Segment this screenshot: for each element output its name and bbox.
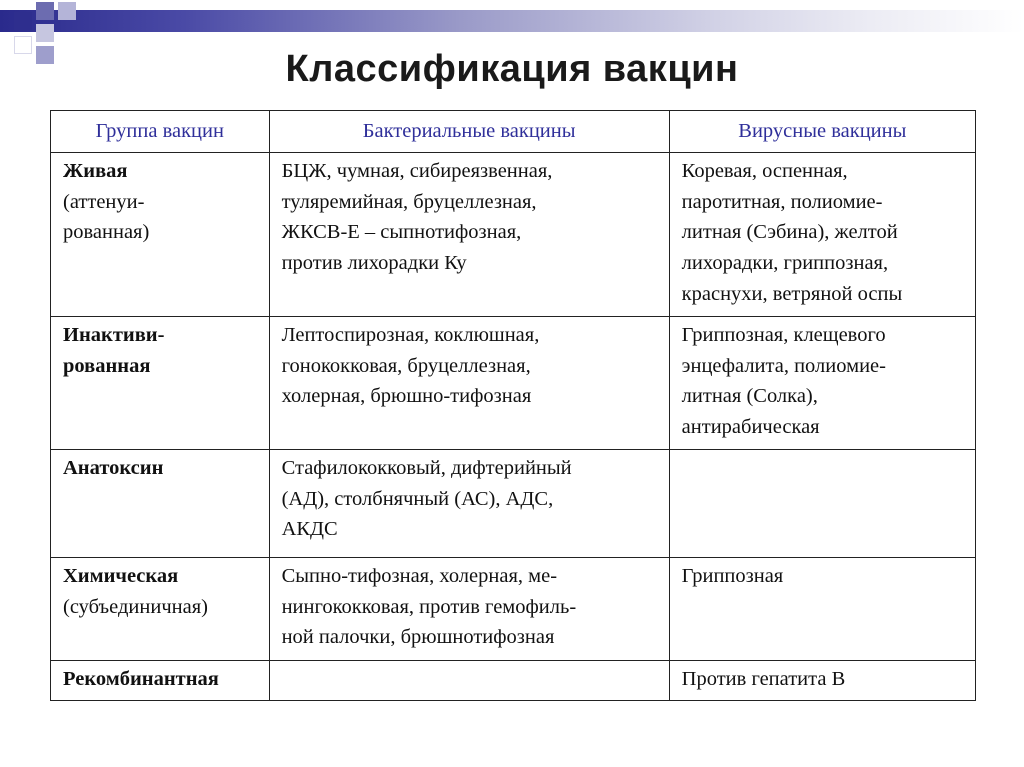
group-name-line: рованная [63, 354, 151, 377]
viral-line: литная (Сэбина), желтой [681, 221, 898, 244]
bacterial-line: ной палочки, брюшнотифозная [281, 626, 555, 649]
bacterial-line: Сыпно-тифозная, холерная, ме- [281, 564, 558, 587]
page-title: Классификация вакцин [285, 48, 739, 90]
bacterial-line: АКДС [281, 518, 338, 541]
bacterial-cell [269, 152, 669, 316]
bacterial-line: Стафилококковый, дифтерийный [281, 456, 572, 479]
bacterial-line: БЦЖ, чумная, сибиреязвенная, [281, 159, 553, 182]
table-row [51, 152, 976, 316]
viral-line: литная (Солка), [681, 385, 818, 408]
viral-cell [669, 152, 975, 316]
table-row [51, 660, 976, 700]
table-row [51, 557, 976, 660]
viral-cell [669, 449, 975, 557]
bacterial-line: холерная, брюшно-тифозная [281, 385, 532, 408]
group-name: Рекомбинантная [63, 667, 219, 690]
group-name-line: Инактиви- [63, 323, 165, 346]
decor-square [36, 2, 54, 20]
viral-line: краснухи, ветряной оспы [681, 282, 903, 305]
viral-cell [669, 316, 975, 449]
bacterial-line: Лептоспирозная, коклюшная, [281, 323, 540, 346]
bacterial-line: нингококковая, против гемофиль- [281, 595, 577, 618]
bacterial-cell [269, 316, 669, 449]
group-cell [51, 152, 270, 316]
header-viral: Вирусные вакцины [669, 111, 975, 153]
viral-line: Гриппозная, клещевого [681, 323, 886, 346]
group-cell [51, 316, 270, 449]
decor-square [14, 12, 32, 30]
bacterial-line: туляремийная, бруцеллезная, [281, 190, 537, 213]
viral-cell [669, 557, 975, 660]
group-subtitle-line: (аттенуи- [63, 190, 145, 213]
viral-cell [669, 660, 975, 700]
group-name: Живая [63, 159, 128, 182]
group-subtitle-line: (субъединичная) [63, 595, 208, 618]
group-name: Химическая [63, 564, 179, 587]
viral-line: Гриппозная [681, 564, 784, 587]
group-cell [51, 660, 270, 700]
table-row [51, 449, 976, 557]
bacterial-line: против лихорадки Ку [281, 252, 467, 274]
group-cell [51, 449, 270, 557]
group-subtitle-line: рованная) [63, 221, 150, 244]
viral-line: паротитная, полиомие- [681, 190, 883, 213]
vaccine-classification-table [50, 110, 976, 701]
bacterial-cell [269, 449, 669, 557]
header-group: Группа вакцин [51, 111, 270, 153]
viral-line: Против гепатита В [681, 667, 846, 690]
bacterial-cell [269, 557, 669, 660]
table-row [51, 316, 976, 449]
decor-square [36, 24, 54, 42]
header-bacterial: Бактериальные вакцины [269, 111, 669, 153]
bacterial-line: ЖКСВ-Е – сыпнотифозная, [281, 221, 522, 244]
group-cell [51, 557, 270, 660]
viral-line: антирабическая [681, 416, 820, 438]
group-name: Анатоксин [63, 456, 164, 479]
viral-line: лихорадки, гриппозная, [681, 252, 889, 274]
header-gradient-bar [0, 10, 1024, 32]
table-header-row [51, 111, 976, 153]
viral-line: энцефалита, полиомие- [681, 354, 886, 377]
decor-square [58, 2, 76, 20]
bacterial-cell [269, 660, 669, 700]
viral-line: Коревая, оспенная, [681, 159, 848, 182]
bacterial-line: (АД), столбнячный (АС), АДС, [281, 487, 554, 510]
bacterial-line: гонококковая, бруцеллезная, [281, 354, 531, 377]
